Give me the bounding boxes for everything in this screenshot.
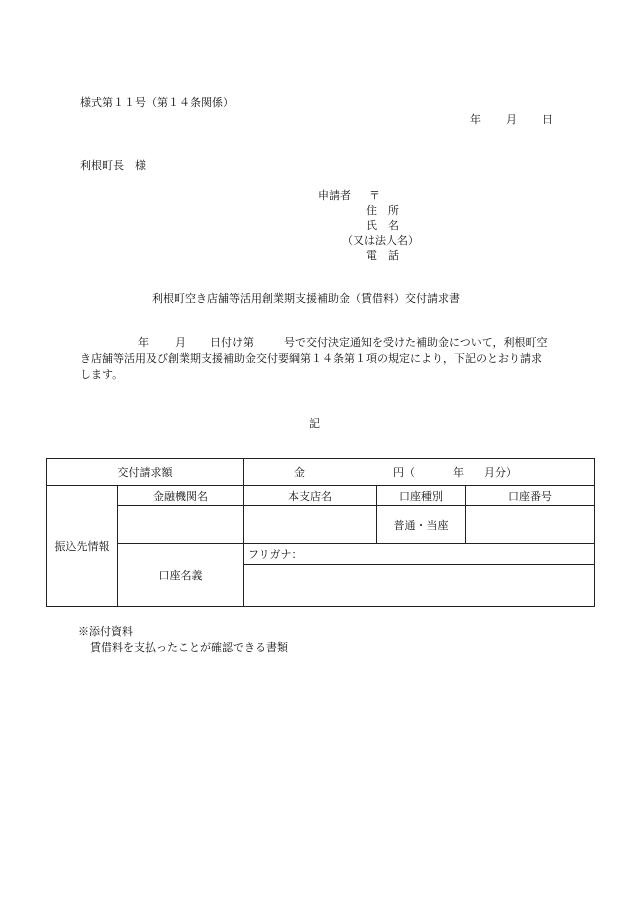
account-number-field	[466, 506, 595, 544]
form-number: 様式第１１号（第１４条関係）	[80, 96, 234, 109]
attachments-heading: ※添付資料	[78, 625, 133, 638]
record-mark: 記	[309, 417, 320, 430]
bank-info-label: 振込先情報	[47, 486, 118, 607]
account-number-header: 口座番号	[466, 486, 595, 506]
bank-name-header: 金融機関名	[118, 486, 244, 506]
body-year: 年	[138, 336, 149, 349]
claim-amount-label: 交付請求額	[47, 459, 244, 486]
furigana-label: フリガナ：	[244, 544, 595, 565]
account-holder-label: 口座名義	[118, 544, 244, 607]
period-month: 月分）	[484, 466, 517, 479]
attachments	[78, 624, 288, 656]
account-type-value: 普通・当座	[377, 506, 466, 544]
date-month: 月	[506, 113, 517, 126]
bank-header-row	[47, 486, 595, 506]
claim-table	[46, 458, 595, 607]
applicant-block	[318, 188, 438, 263]
addressee: 利根町長 様	[80, 159, 146, 172]
furigana-row	[47, 544, 595, 565]
address-label: 住 所	[366, 204, 399, 217]
body-dated-prefix: 日付け第	[210, 336, 254, 349]
body-paragraph: 号で交付決定通知を受けた補助金について，利根町空き店舗等活用及び創業期支援補助金交付要綱第１４条第１項の規定により，下記のとおり請求します。	[80, 336, 548, 381]
document-title: 利根町空き店舗等活用創業期支援補助金（賃借料）交付請求書	[152, 292, 460, 305]
yen-paren: 円（	[393, 466, 415, 479]
claim-amount-cell	[244, 459, 595, 486]
applicant-row	[318, 188, 438, 203]
body-month: 月	[175, 336, 186, 349]
corp-name-label: （又は法人名）	[342, 234, 419, 247]
branch-header: 本支店名	[244, 486, 377, 506]
postal-mark: 〒	[369, 189, 380, 202]
date-day: 日	[542, 113, 553, 126]
attachments-item: 賃借料を支払ったことが確認できる書類	[90, 641, 288, 654]
period-year: 年	[453, 466, 464, 479]
money-label: 金	[294, 466, 305, 479]
name-label: 氏 名	[366, 219, 399, 232]
phone-label: 電 話	[366, 249, 399, 262]
date-line	[470, 111, 553, 127]
body-text	[80, 335, 552, 383]
claim-amount-row	[47, 459, 595, 486]
applicant-label: 申請者	[318, 189, 351, 202]
bank-values-row	[47, 506, 595, 544]
bank-name-field	[118, 506, 244, 544]
account-holder-field	[244, 565, 595, 607]
branch-field	[244, 506, 377, 544]
account-type-header: 口座種別	[377, 486, 466, 506]
date-year: 年	[470, 113, 481, 126]
